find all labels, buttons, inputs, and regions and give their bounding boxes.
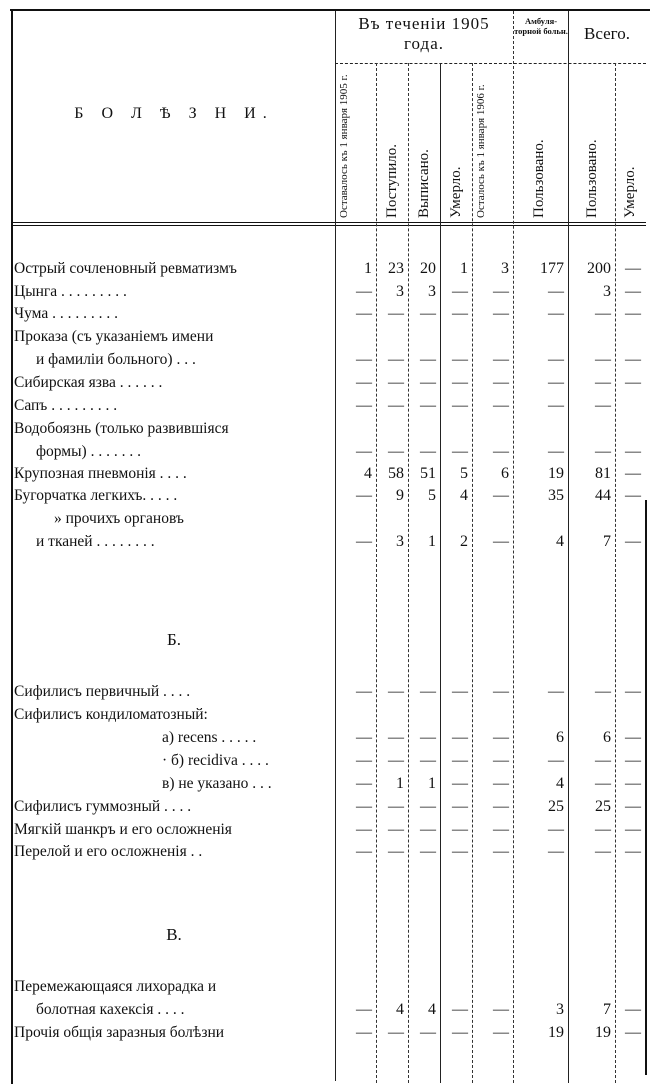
row-label: Проказа (съ указаніемъ имени [14, 328, 214, 345]
cell-col-6: 4 [556, 533, 564, 550]
cell-col-1: — [356, 397, 372, 414]
cell-col-6: — [548, 305, 564, 322]
cell-col-4: — [452, 374, 468, 391]
cell-col-8: — [625, 1024, 641, 1041]
cell-col-4: 2 [460, 533, 468, 550]
cell-col-4: — [452, 397, 468, 414]
cell-col-7: 25 [595, 798, 611, 815]
cell-col-1: — [356, 683, 372, 700]
row-label: · б) recidiva . . . . [162, 752, 269, 769]
cell-col-8: — [625, 821, 641, 838]
diseases-header: Б О Л Ѣ З Н И. [74, 105, 274, 122]
cell-col-8: — [625, 752, 641, 769]
cell-col-5: — [493, 752, 509, 769]
ambulatory-header: Амбуля- торной больн. [514, 16, 568, 36]
cell-col-5: — [493, 397, 509, 414]
cell-col-4: — [452, 775, 468, 792]
table-row [14, 773, 646, 794]
cell-col-5: — [493, 305, 509, 322]
cell-col-8: — [625, 260, 641, 277]
cell-col-3: — [420, 397, 436, 414]
cell-col-8: — [625, 283, 641, 300]
total-header: Всего. [584, 24, 630, 43]
col-header-ambulatory-treated: Пользовано. [531, 139, 547, 218]
cell-col-7: — [595, 843, 611, 860]
cell-col-1: — [356, 533, 372, 550]
cell-col-6: — [548, 397, 564, 414]
cell-col-1: — [356, 729, 372, 746]
cell-col-6: 35 [548, 487, 564, 504]
row-label: в) не указано . . . [162, 775, 272, 792]
col-header-remaining-1905: Оставалось къ 1 января 1905 г. [338, 74, 350, 218]
column-divider-1 [376, 63, 377, 1083]
cell-col-3: 51 [420, 465, 436, 482]
cell-col-2: 58 [388, 465, 404, 482]
header-bottom-rule-2 [12, 225, 646, 226]
cell-col-6: — [548, 843, 564, 860]
table-row [14, 441, 646, 462]
cell-col-1: 1 [364, 260, 372, 277]
cell-col-5: 6 [501, 465, 509, 482]
row-label: Цынга . . . . . . . . . [14, 283, 127, 300]
cell-col-4: — [452, 305, 468, 322]
cell-col-6: 19 [548, 465, 564, 482]
table-row [14, 303, 646, 324]
cell-col-1: — [356, 487, 372, 504]
cell-col-7: — [595, 775, 611, 792]
cell-col-8: — [625, 843, 641, 860]
cell-col-6: 25 [548, 798, 564, 815]
cell-col-1: 4 [364, 465, 372, 482]
cell-col-8: — [625, 729, 641, 746]
cell-col-1: — [356, 843, 372, 860]
table-row [14, 999, 646, 1020]
cell-col-7: 81 [595, 465, 611, 482]
cell-col-7: 44 [595, 487, 611, 504]
table-row [14, 819, 646, 840]
cell-col-4: — [452, 729, 468, 746]
table-row [14, 976, 646, 997]
section-v-heading: В. [166, 925, 182, 944]
cell-col-6: — [548, 821, 564, 838]
table-row [14, 485, 646, 506]
row-label: и тканей . . . . . . . . [36, 533, 155, 550]
cell-col-2: — [388, 443, 404, 460]
header-bottom-rule [12, 222, 646, 223]
cell-col-1: — [356, 1001, 372, 1018]
cell-col-2: — [388, 843, 404, 860]
cell-col-5: — [493, 843, 509, 860]
cell-col-2: 3 [396, 533, 404, 550]
cell-col-3: — [420, 843, 436, 860]
table-top-border [10, 9, 650, 11]
cell-col-7: — [595, 351, 611, 368]
column-divider-4 [472, 63, 473, 1083]
cell-col-7: 7 [603, 533, 611, 550]
table-row [14, 281, 646, 302]
row-label: Сифилисъ кондиломатозный: [14, 706, 208, 723]
cell-col-1: — [356, 443, 372, 460]
cell-col-6: — [548, 374, 564, 391]
cell-col-2: — [388, 374, 404, 391]
cell-col-4: 4 [460, 487, 468, 504]
cell-col-5: — [493, 729, 509, 746]
cell-col-2: 1 [396, 775, 404, 792]
col-header-total-died: Умерло. [622, 166, 638, 218]
cell-col-3: — [420, 798, 436, 815]
cell-col-4: — [452, 1001, 468, 1018]
cell-col-5: — [493, 351, 509, 368]
cell-col-1: — [356, 775, 372, 792]
cell-col-7: — [595, 397, 611, 414]
row-label: Бугорчатка легкихъ. . . . . [14, 487, 178, 504]
cell-col-8: — [625, 465, 641, 482]
row-label: » прочихъ органовъ [54, 510, 184, 527]
cell-col-6: 4 [556, 775, 564, 792]
cell-col-3: — [420, 683, 436, 700]
cell-col-3: — [420, 305, 436, 322]
cell-col-7: — [595, 305, 611, 322]
table-row [14, 258, 646, 279]
table-row [14, 531, 646, 552]
cell-col-1: — [356, 821, 372, 838]
row-label: формы) . . . . . . . [36, 443, 141, 460]
cell-col-8: — [625, 798, 641, 815]
table-row [14, 704, 646, 725]
cell-col-7: — [595, 752, 611, 769]
row-label: Мягкій шанкръ и его осложненія [14, 821, 232, 838]
row-label: Сифилисъ первичный . . . . [14, 683, 191, 700]
cell-col-7: — [595, 443, 611, 460]
cell-col-2: — [388, 305, 404, 322]
column-divider-7 [615, 63, 616, 1083]
cell-col-8: — [625, 533, 641, 550]
cell-col-7: — [595, 821, 611, 838]
cell-col-1: — [356, 752, 372, 769]
row-label: Перелой и его осложненія . . [14, 843, 203, 860]
cell-col-2: — [388, 729, 404, 746]
cell-col-4: — [452, 683, 468, 700]
cell-col-8: — [625, 487, 641, 504]
table-left-border [11, 9, 13, 1084]
cell-col-2: — [388, 397, 404, 414]
cell-col-3: 5 [428, 487, 436, 504]
table-row [14, 326, 646, 347]
column-divider-3 [440, 63, 441, 1083]
cell-col-5: — [493, 1024, 509, 1041]
cell-col-5: — [493, 374, 509, 391]
row-label: Чума . . . . . . . . . [14, 305, 118, 322]
col-header-total-treated: Пользовано. [584, 139, 600, 218]
cell-col-3: 4 [428, 1001, 436, 1018]
cell-col-3: — [420, 752, 436, 769]
cell-col-8: — [625, 1001, 641, 1018]
cell-col-5: — [493, 775, 509, 792]
cell-col-6: — [548, 351, 564, 368]
cell-col-2: 9 [396, 487, 404, 504]
row-label: Острый сочленовный ревматизмъ [14, 260, 237, 277]
cell-col-8: — [625, 305, 641, 322]
during-1905-header: Въ теченіи 1905 года. [358, 14, 490, 53]
cell-col-8: — [625, 443, 641, 460]
table-row [14, 395, 646, 416]
cell-col-3: 3 [428, 283, 436, 300]
col-header-died: Умерло. [448, 166, 464, 218]
cell-col-2: — [388, 821, 404, 838]
row-label: болотная кахексія . . . . [36, 1001, 185, 1018]
cell-col-2: — [388, 683, 404, 700]
col-header-remaining-1906: Осталось къ 1 января 1906 г. [475, 84, 487, 218]
table-row [14, 1022, 646, 1043]
cell-col-3: — [420, 1024, 436, 1041]
cell-col-6: 177 [540, 260, 564, 277]
cell-col-5: — [493, 683, 509, 700]
table-row [14, 418, 646, 439]
cell-col-3: 1 [428, 775, 436, 792]
cell-col-2: — [388, 798, 404, 815]
cell-col-1: — [356, 798, 372, 815]
cell-col-6: 6 [556, 729, 564, 746]
cell-col-5: — [493, 283, 509, 300]
section-b-heading: Б. [166, 630, 181, 649]
cell-col-4: — [452, 821, 468, 838]
header-group-divider [335, 63, 646, 64]
col-header-admitted: Поступило. [384, 143, 400, 218]
cell-col-1: — [356, 283, 372, 300]
cell-col-7: — [595, 683, 611, 700]
row-label: Прочія общія заразныя болѣзни [14, 1024, 225, 1041]
cell-col-3: — [420, 374, 436, 391]
cell-col-7: 200 [587, 260, 611, 277]
row-label: а) recens . . . . . [162, 729, 257, 746]
cell-col-7: — [595, 374, 611, 391]
cell-col-4: — [452, 443, 468, 460]
cell-col-8: — [625, 351, 641, 368]
cell-col-6: 19 [548, 1024, 564, 1041]
cell-col-5: — [493, 821, 509, 838]
table-row [14, 349, 646, 370]
cell-col-6: 3 [556, 1001, 564, 1018]
col-header-discharged: Выписано. [416, 149, 432, 218]
cell-col-1: — [356, 351, 372, 368]
cell-col-5: — [493, 1001, 509, 1018]
cell-col-7: 3 [603, 283, 611, 300]
row-label: Сифилисъ гуммозный . . . . [14, 798, 192, 815]
cell-col-2: 4 [396, 1001, 404, 1018]
cell-col-4: — [452, 843, 468, 860]
cell-col-8: — [625, 374, 641, 391]
cell-col-4: — [452, 351, 468, 368]
cell-col-4: — [452, 283, 468, 300]
cell-col-4: 1 [460, 260, 468, 277]
cell-col-2: — [388, 1024, 404, 1041]
row-label: Перемежающаяся лихорадка и [14, 978, 217, 995]
row-label: Крупозная пневмонія . . . . [14, 465, 187, 482]
cell-col-4: — [452, 752, 468, 769]
cell-col-7: 19 [595, 1024, 611, 1041]
cell-col-6: — [548, 443, 564, 460]
cell-col-3: — [420, 351, 436, 368]
row-label: Сапъ . . . . . . . . . [14, 397, 118, 414]
cell-col-5: — [493, 533, 509, 550]
table-row [14, 372, 646, 393]
cell-col-5: — [493, 443, 509, 460]
table-row [14, 681, 646, 702]
cell-col-7: 7 [603, 1001, 611, 1018]
row-label: Сибирская язва . . . . . . [14, 374, 163, 391]
table-row [14, 463, 646, 484]
cell-col-5: — [493, 487, 509, 504]
cell-col-4: 5 [460, 465, 468, 482]
cell-col-2: — [388, 351, 404, 368]
cell-col-8: — [625, 683, 641, 700]
cell-col-1: — [356, 1024, 372, 1041]
cell-col-7: 6 [603, 729, 611, 746]
cell-col-3: 20 [420, 260, 436, 277]
cell-col-2: 3 [396, 283, 404, 300]
cell-col-6: — [548, 752, 564, 769]
table-row [14, 508, 646, 529]
table-row [14, 841, 646, 862]
row-label: и фамиліи больного) . . . [36, 351, 196, 368]
table-row [14, 727, 646, 748]
row-label: Водобоязнь (только развившіяся [14, 420, 229, 437]
table-row [14, 796, 646, 817]
cell-col-3: 1 [428, 533, 436, 550]
cell-col-3: — [420, 729, 436, 746]
cell-col-5: — [493, 798, 509, 815]
cell-col-3: — [420, 443, 436, 460]
table-row [14, 750, 646, 771]
cell-col-1: — [356, 374, 372, 391]
cell-col-1: — [356, 305, 372, 322]
column-divider-2 [408, 63, 409, 1083]
cell-col-8: — [625, 775, 641, 792]
cell-col-6: — [548, 283, 564, 300]
cell-col-4: — [452, 1024, 468, 1041]
cell-col-3: — [420, 821, 436, 838]
cell-col-5: 3 [501, 260, 509, 277]
cell-col-6: — [548, 683, 564, 700]
cell-col-2: — [388, 752, 404, 769]
cell-col-2: 23 [388, 260, 404, 277]
cell-col-4: — [452, 798, 468, 815]
